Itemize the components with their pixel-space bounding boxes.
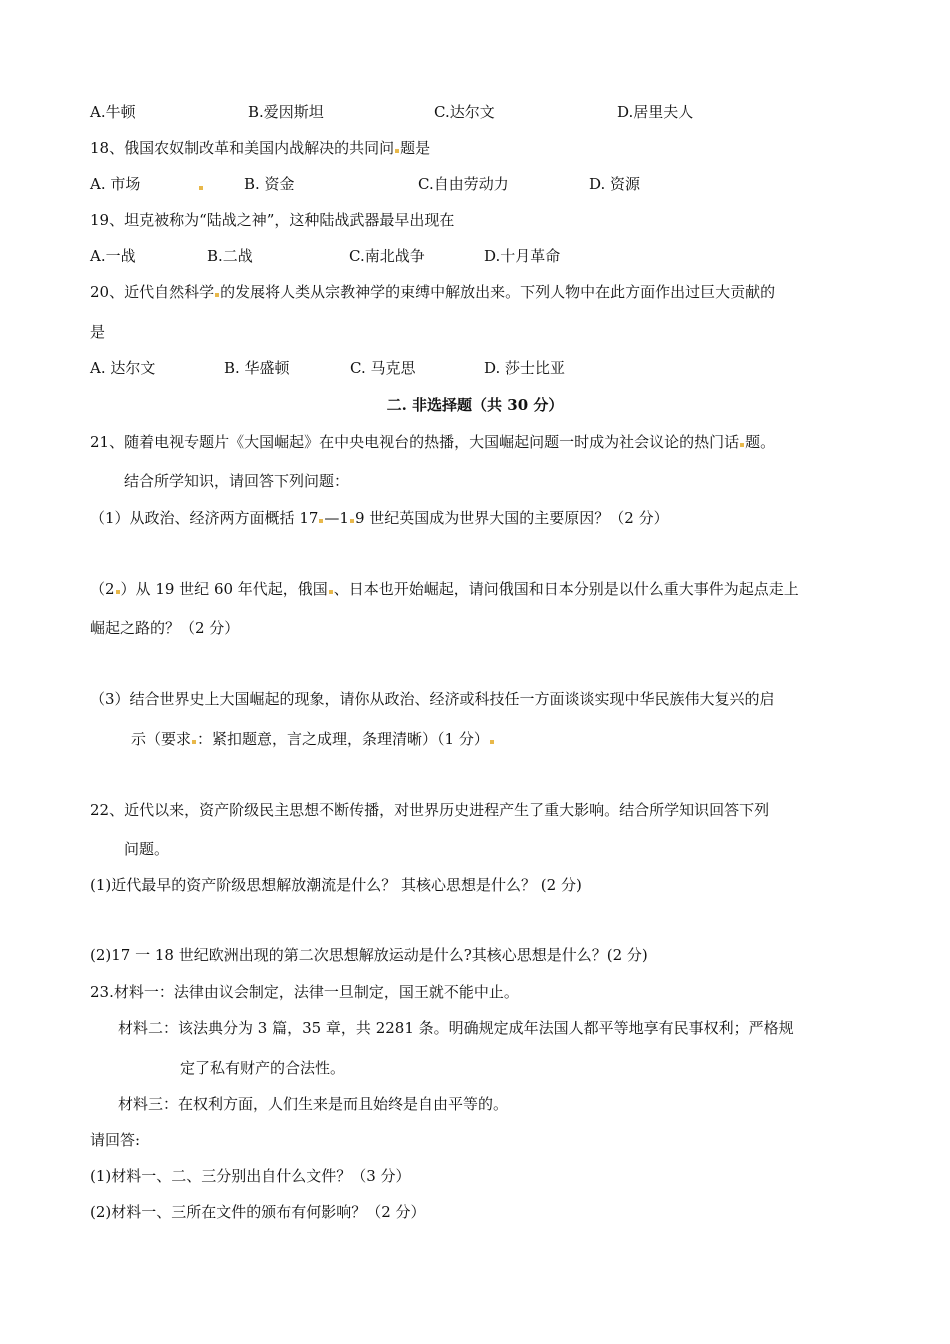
q21-sub3-cont-part-b: ：紧扣题意，言之成理，条理清晰）（1 分） (197, 730, 489, 748)
q23-prompt: 请回答: (90, 1131, 141, 1149)
q23-sub2: (2)材料一、三所在文件的颁布有何影响？（2 分） (90, 1203, 426, 1221)
q20-stem-part-b: 的发展将人类从宗教神学的束缚中解放出来。下列人物中在此方面作出过巨大贡献的 (220, 283, 776, 301)
q19-option-d: D.十月革命 (484, 247, 561, 265)
q18-option-b: B. 资金 (244, 175, 295, 193)
q19-option-c: C.南北战争 (349, 247, 425, 265)
q17-option-a: A.牛顿 (90, 103, 136, 121)
q21-sub1-part-c: 9 世纪英国成为世界大国的主要原因？（2 分） (354, 509, 669, 527)
q22-stem-continued: 问题。 (124, 840, 170, 858)
q23-material-1: 23.材料一：法律由议会制定，法律一旦制定，国王就不能中止。 (90, 983, 519, 1001)
q21-sub2-continued: 崛起之路的？（2 分） (90, 619, 240, 637)
mark-dot (350, 519, 354, 523)
q18-option-a: A. 市场 (90, 175, 141, 193)
q21-sub2 (90, 579, 799, 599)
mark-dot (116, 590, 120, 594)
q21-sub2-part-b: ）从 19 世纪 60 年代起，俄国 (120, 580, 328, 598)
section-title: 二. 非选择题（共 30 分） (386, 396, 564, 414)
q21-stem (90, 432, 775, 452)
q20-stem-part-a: 20、近代自然科学 (90, 283, 215, 301)
q18-option-d: D. 资源 (589, 175, 641, 193)
q21-stem-part-a: 21、随着电视专题片《大国崛起》在中央电视台的热播，大国崛起问题一时成为社会议论的热门话 (90, 433, 740, 451)
mark-dot (395, 149, 399, 153)
q21-sub3-cont-part-a: 示（要求 (131, 730, 192, 748)
q19-stem: 19、坦克被称为“陆战之神”，这种陆战武器最早出现在 (90, 211, 455, 229)
q21-sub1-part-a: （1）从政治、经济两方面概括 17 (90, 509, 319, 527)
q17-option-c: C.达尔文 (434, 103, 495, 121)
mark-dot (199, 186, 203, 190)
q23-material-2: 材料二：该法典分为 3 篇，35 章，共 2281 条。明确规定成年法国人都平等地享有民事权利；严格规 (118, 1019, 794, 1037)
q22-sub2: (2)17 一 18 世纪欧洲出现的第二次思想解放运动是什么?其核心思想是什么？(2 分) (90, 946, 648, 964)
q22-sub1: (1)近代最早的资产阶级思想解放潮流是什么？ 其核心思想是什么？ (2 分) (90, 876, 582, 894)
q21-intro: 结合所学知识，请回答下列问题： (124, 472, 350, 490)
mark-dot (490, 740, 494, 744)
q21-sub3-continued (131, 729, 495, 749)
mark-dot (192, 740, 196, 744)
q18-stem-part-b: 题是 (400, 139, 431, 157)
q21-sub2-part-c: 、日本也开始崛起，请问俄国和日本分别是以什么重大事件为起点走上 (333, 580, 799, 598)
q20-option-a: A. 达尔文 (90, 359, 156, 377)
q18-stem-part-a: 18、俄国农奴制改革和美国内战解决的共同问 (90, 139, 395, 157)
q19-option-b: B.二战 (207, 247, 253, 265)
q23-material-2-continued: 定了私有财产的合法性。 (180, 1059, 346, 1077)
q21-sub3: （3）结合世界史上大国崛起的现象，请你从政治、经济或科技任一方面谈谈实现中华民族伟大复兴的启 (90, 690, 775, 708)
mark-dot (215, 293, 219, 297)
q18-stem (90, 138, 430, 158)
q20-option-c: C. 马克思 (350, 359, 416, 377)
q21-sub2-part-a: （2 (90, 580, 115, 598)
q18-option-c: C.自由劳动力 (418, 175, 509, 193)
q21-sub1 (90, 508, 669, 528)
q22-stem: 22、近代以来，资产阶级民主思想不断传播，对世界历史进程产生了重大影响。结合所学知识回答下列 (90, 801, 770, 819)
q23-material-3: 材料三：在权利方面，人们生来是而且始终是自由平等的。 (118, 1095, 509, 1113)
mark-dot (329, 590, 333, 594)
q20-stem (90, 282, 775, 302)
q20-option-d: D. 莎士比亚 (484, 359, 566, 377)
q19-option-a: A.一战 (90, 247, 136, 265)
q20-option-b: B. 华盛顿 (224, 359, 290, 377)
q20-stem-continued: 是 (90, 323, 106, 341)
q17-option-d: D.居里夫人 (617, 103, 694, 121)
mark-dot (740, 443, 744, 447)
mark-dot (319, 519, 323, 523)
q21-stem-part-b: 题。 (745, 433, 776, 451)
q21-sub1-part-b: —1 (324, 509, 349, 527)
q17-option-b: B.爱因斯坦 (248, 103, 324, 121)
q23-sub1: (1)材料一、二、三分别出自什么文件？（3 分） (90, 1167, 411, 1185)
